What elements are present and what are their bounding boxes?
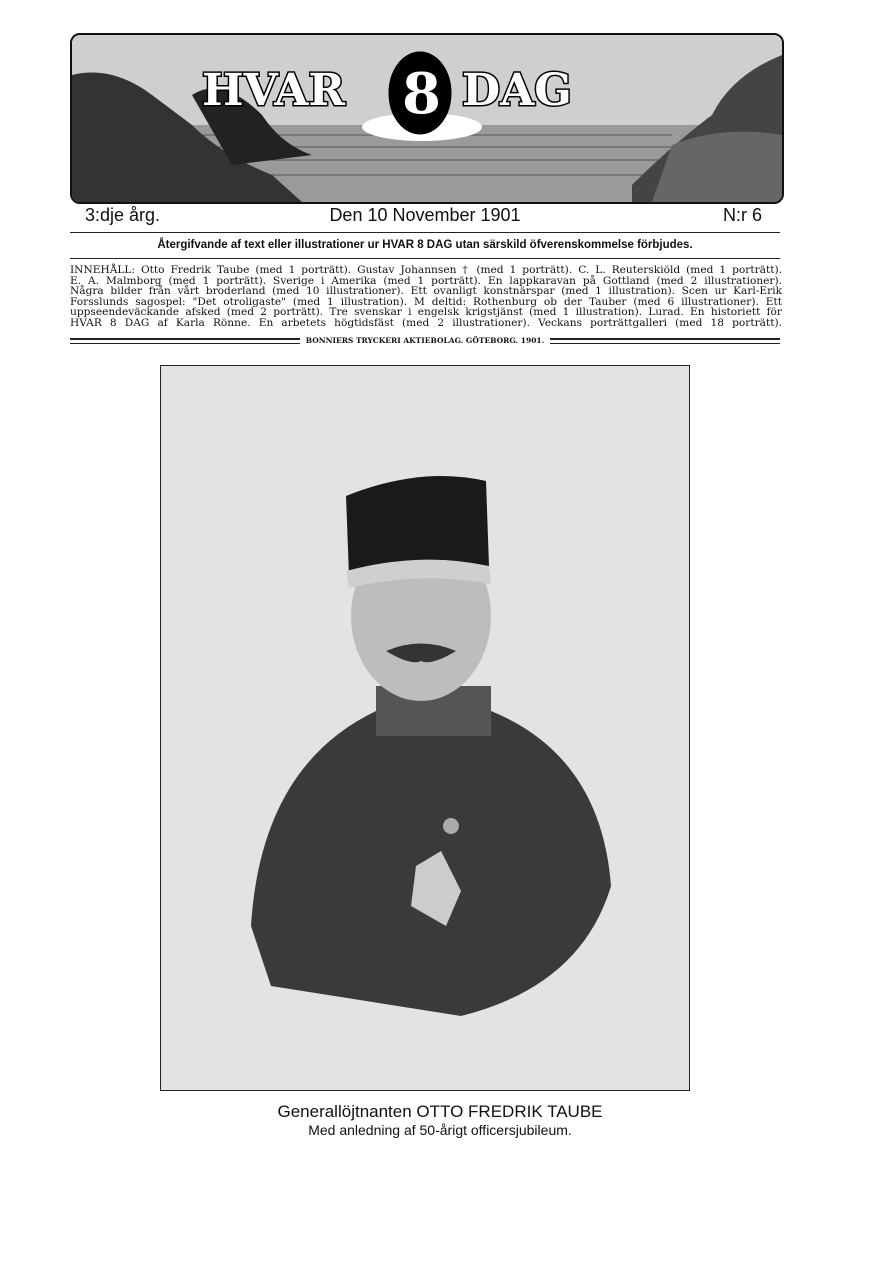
volume-label: 3:dje årg. xyxy=(85,205,161,225)
copyright-notice: Återgifvande af text eller illustrationer ur HVAR 8 DAG utan särskild öfverenskommelse förbjudes. xyxy=(157,239,693,251)
divider xyxy=(70,232,780,233)
svg-text:8: 8 xyxy=(402,61,441,127)
contents-line: Några bilder från vårt broderland (med 10 illustrationer). Ett ovanligt konstnärspar (med 1 illustration). Scen ur Karl-Erik xyxy=(70,285,782,298)
printer-imprint: BONNIERS TRYCKERI AKTIEBOLAG. GÖTEBORG. 1901. xyxy=(305,336,545,345)
printer-line xyxy=(70,336,780,345)
double-rule xyxy=(70,338,300,344)
contents-line: E. A. Malmborg (med 1 porträtt). Sverige i Amerika (med 1 porträtt). En lappkaravan på Gottland (med 2 illustrationer). xyxy=(70,274,782,287)
contents-line: uppseendeväckande afsked (med 2 porträtt). Tre svenskar i engelsk krigstjänst (med 1 illustration). Lurad. En historiett för xyxy=(70,306,782,319)
double-rule xyxy=(550,338,780,344)
divider xyxy=(70,258,780,259)
caption-subtitle: Med anledning af 50-årigt officersjubileum. xyxy=(308,1122,572,1138)
issue-number: N:r 6 xyxy=(722,205,762,225)
svg-text:DAG: DAG xyxy=(462,65,572,116)
caption-title: Generallöjtnanten OTTO FREDRIK TAUBE xyxy=(277,1102,603,1121)
svg-text:HVAR: HVAR xyxy=(202,65,345,116)
table-of-contents xyxy=(70,265,782,329)
contents-line: INNEHÅLL: Otto Fredrik Taube (med 1 porträtt). Gustav Johannsen † (med 1 porträtt). C. L. Reuterskiöld (med 1 porträtt). xyxy=(70,264,782,276)
contents-line: Forsslunds sagospel: "Det otroligaste" (med 1 illustration). M deltid: Rothenburg ob der Tauber (med 6 illustrationer). Ett xyxy=(70,295,782,308)
masthead-illustration xyxy=(70,33,784,204)
issue-date: Den 10 November 1901 xyxy=(329,205,521,225)
contents-line: HVAR 8 DAG af Karla Rönne. En arbetets högtidsfäst (med 2 illustrationer). Veckans porträttgalleri (med 18 porträtt). xyxy=(70,316,782,329)
portrait-photo xyxy=(160,365,690,1091)
